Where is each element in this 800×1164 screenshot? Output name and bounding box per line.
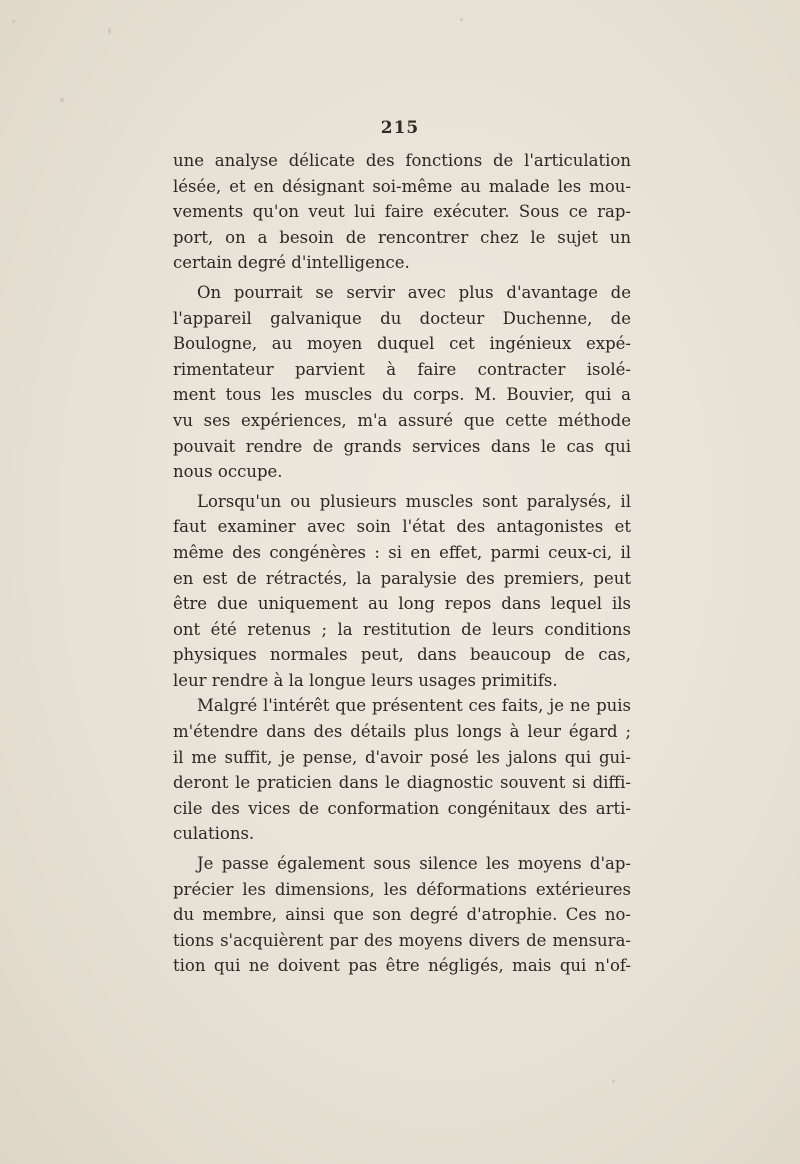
paragraph — [173, 851, 631, 979]
paragraph — [173, 693, 631, 847]
text-line: du membre, ainsi que son degré d'atrophie. Ces no- — [173, 905, 631, 925]
text-line: deront le praticien dans le diagnostic souvent si diffi- — [173, 773, 631, 793]
text-line: vu ses expériences, m'a assuré que cette méthode — [173, 410, 631, 430]
paper-spot — [60, 98, 64, 102]
text-line: Je passe également sous silence les moyens d'ap- — [197, 854, 631, 874]
page-number: 215 — [380, 118, 420, 138]
text-line: cile des vices de conformation congénitaux des arti- — [173, 798, 631, 818]
text-line: faut examiner avec soin l'état des antagonistes et — [173, 517, 631, 537]
paper-spot — [460, 18, 463, 21]
paper-spot — [12, 20, 15, 23]
paragraph — [173, 148, 631, 276]
text-line: une analyse délicate des fonctions de l'articulation — [173, 151, 631, 170]
text-line: il me suffit, je pense, d'avoir posé les jalons qui gui- — [173, 747, 631, 767]
text-line: ment tous les muscles du corps. M. Bouvier, qui a — [173, 385, 631, 405]
body-text — [173, 148, 631, 979]
text-line: On pourrait se servir avec plus d'avantage de — [197, 282, 631, 302]
text-line: culations. — [173, 824, 255, 844]
text-line: l'appareil galvanique du docteur Duchenne, de — [173, 308, 631, 328]
text-line: en est de rétractés, la paralysie des premiers, peut — [173, 568, 631, 588]
text-line: être due uniquement au long repos dans lequel ils — [173, 594, 631, 614]
text-line: leur rendre à la longue leurs usages primitifs. — [173, 670, 558, 690]
text-line: précier les dimensions, les déformations extérieures — [173, 879, 631, 899]
text-line: rimentateur parvient à faire contracter isolé- — [173, 359, 631, 379]
paper-spot — [108, 28, 111, 34]
text-line: pouvait rendre de grands services dans le cas qui — [173, 436, 631, 456]
text-line: physiques normales peut, dans beaucoup de cas, — [173, 645, 631, 665]
text-line: m'étendre dans des détails plus longs à leur égard ; — [173, 722, 631, 742]
text-line: nous occupe. — [173, 462, 283, 482]
text-line: Malgré l'intérêt que présentent ces faits, je ne puis — [197, 696, 631, 716]
text-line: tions s'acquièrent par des moyens divers de mensura- — [173, 930, 631, 950]
text-line: lésée, et en désignant soi-même au malade les mou- — [173, 176, 631, 196]
paragraph — [173, 489, 631, 694]
text-line: même des congénères : si en effet, parmi ceux-ci, il — [173, 542, 631, 562]
text-line: certain degré d'intelligence. — [173, 253, 410, 273]
text-line: port, on a besoin de rencontrer chez le sujet un — [173, 227, 631, 247]
text-line: tion qui ne doivent pas être négligés, mais qui n'of- — [173, 956, 631, 976]
text-line: Boulogne, au moyen duquel cet ingénieux expé- — [173, 334, 631, 354]
paper-spot — [612, 1080, 615, 1083]
text-line: ont été retenus ; la restitution de leurs conditions — [173, 619, 631, 639]
paragraph — [173, 280, 631, 485]
text-line: vements qu'on veut lui faire exécuter. Sous ce rap- — [173, 202, 631, 222]
text-line: Lorsqu'un ou plusieurs muscles sont paralysés, il — [197, 491, 631, 511]
